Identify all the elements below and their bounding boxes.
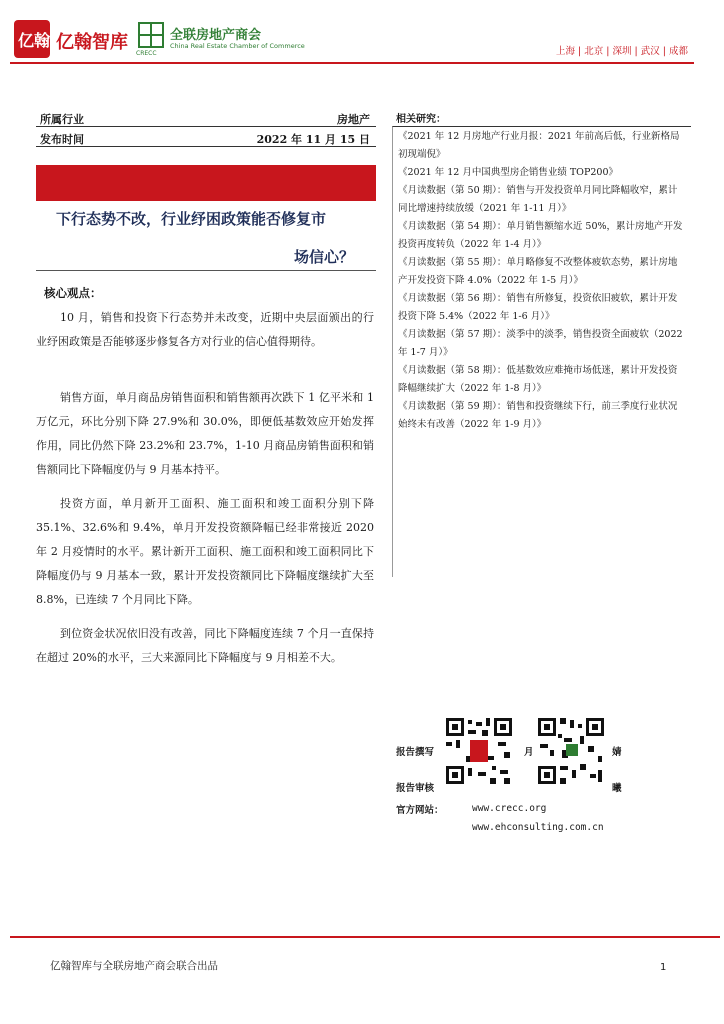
related-item: 《月读数据（第 58 期）：低基数效应难掩市场低迷，累计开发投资降幅继续扩大（2022 年 1-8 月）》 <box>398 365 678 394</box>
core-paragraph: 10 月，销售和投资下行态势并未改变，近期中央层面颁出的行业纾困政策是否能够逐步修复各方对行业的信心值得期待。 <box>36 311 374 348</box>
info-divider-2 <box>36 146 376 147</box>
report-title-line2: 场信心？ <box>294 248 355 266</box>
core-paragraph: 销售方面，单月商品房销售面积和销售额再次跌下 1 亿平米和 1 万亿元，环比分别下降 27.9%和 30.0%，即便低基数效应开始发挥作用，同比仍然下降 23.2%和 23.7%，1-10 月商品房销售面积和销售额同比下降幅度仍与 9 月基本持平。 <box>36 391 374 476</box>
date-row <box>36 128 376 148</box>
info-divider-1 <box>36 126 376 127</box>
website-label: 官方网站： <box>396 805 444 816</box>
industry-value: 房地产 <box>337 113 370 126</box>
related-item: 《月读数据（第 56 期）：销售有所修复，投资依旧疲软，累计开发投资下降 5.4%（2022 年 1-6 月）》 <box>398 293 678 322</box>
qr-code-icon <box>536 716 606 786</box>
reviewer-name-fragment: 曦 <box>612 783 622 794</box>
writer-label: 报告撰写 <box>396 747 435 758</box>
date-value: 2022 年 11 月 15 日 <box>256 133 370 146</box>
core-paragraph: 投资方面，单月新开工面积、施工面积和竣工面积分别下降 35.1%、32.6%和 9.4%，单月开发投资额降幅已经非常接近 2020 年 2 月疫情时的水平。累计新开工面积、施工面积和竣工面积同比下降幅度仍与 9 月基本一致，累计开发投资额同比下降幅度继续扩大至 8.8%，已连续 7 个月同比下降。 <box>36 497 374 606</box>
footer-divider <box>10 936 720 938</box>
crecc-logo-mark <box>138 22 164 48</box>
writer-name-fragment-2: 婧 <box>612 747 622 758</box>
crecc-title: 全联房地产商会 <box>170 28 262 43</box>
title-divider <box>36 270 376 271</box>
related-item: 《2021 年 12 月中国典型房企销售业绩 TOP200》 <box>398 167 618 178</box>
qr-code-icon <box>444 716 514 786</box>
industry-row <box>36 108 376 128</box>
header-divider <box>10 62 694 64</box>
related-item: 《月读数据（第 55 期）：单月略修复不改整体疲软态势，累计房地产开发投资下降 4.0%（2022 年 1-5 月）》 <box>398 257 678 286</box>
related-item: 《月读数据（第 57 期）：淡季中的淡季，销售投资全面疲软（2022 年 1-7 月）》 <box>398 329 683 358</box>
related-item: 《月读数据（第 59 期）：销售和投资继续下行，前三季度行业状况始终未有改善（2022 年 1-9 月）》 <box>398 401 678 430</box>
related-item: 《2021 年 12 月房地产行业月报：2021 年前高后低，行业新格局初现端倪》 <box>398 131 680 160</box>
website-url-ehconsulting[interactable]: www.ehconsulting.com.cn <box>472 822 604 833</box>
core-paragraph: 到位资金状况依旧没有改善，同比下降幅度连续 7 个月一直保持在超过 20%的水平，三大来源同比下降幅度与 9 月相差不大。 <box>36 627 374 664</box>
industry-label: 所属行业 <box>40 113 84 126</box>
crecc-english-name: China Real Estate Chamber of Commerce <box>170 42 305 50</box>
related-item: 《月读数据（第 50 期）：销售与开发投资单月同比降幅收窄，累计同比增速持续放缓（2021 年 1-11 月）》 <box>398 185 678 214</box>
report-title-line1: 下行态势不改，行业纾困政策能否修复市 <box>56 210 327 228</box>
website-url-crecc[interactable]: www.crecc.org <box>472 803 547 814</box>
title-band <box>36 165 376 201</box>
core-view-title: 核心观点： <box>44 286 102 300</box>
related-research-list <box>398 128 684 434</box>
date-label: 发布时间 <box>40 133 84 146</box>
related-research-title: 相关研究： <box>396 114 446 125</box>
crecc-logo <box>136 22 305 58</box>
writer-name-fragment: 月 <box>524 747 534 758</box>
crecc-abbr: CRECC <box>136 50 157 57</box>
footer-text: 亿翰智库与全联房地产商会联合出品 <box>50 960 218 972</box>
city-list: 上海 | 北京 | 深圳 | 武汉 | 成都 <box>556 46 688 57</box>
ehconsulting-logo-mark: 亿翰 <box>14 20 50 58</box>
related-item: 《月读数据（第 54 期）：单月销售额缩水近 50%，累计房地产开发投资再度转负（2022 年 1-4 月）》 <box>398 221 683 250</box>
ehconsulting-logo <box>14 20 132 58</box>
ehconsulting-logo-name: 亿翰智库 <box>56 32 128 53</box>
reviewer-label: 报告审核 <box>396 783 435 794</box>
page-number: 1 <box>660 962 667 973</box>
